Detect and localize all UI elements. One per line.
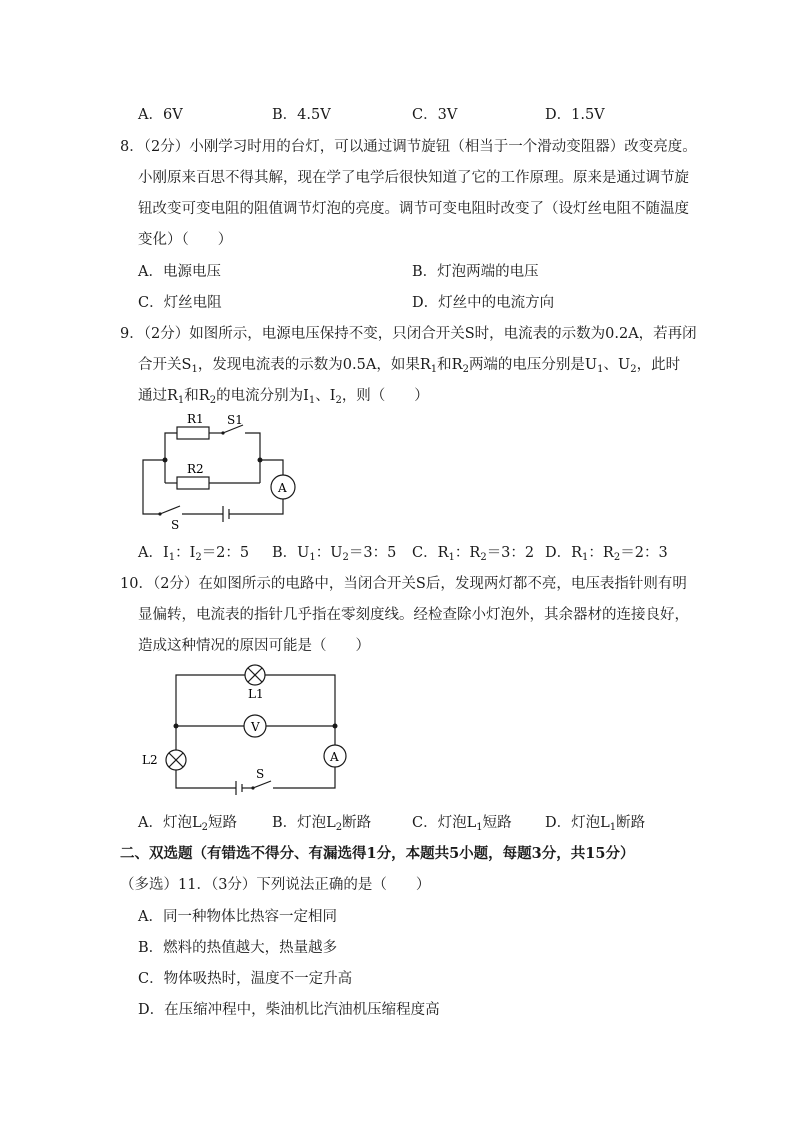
q10-switch-s xyxy=(253,781,271,788)
q9-node-left xyxy=(163,458,168,463)
q10-label-l2: L2 xyxy=(142,753,158,767)
q9-stem-line-2: 合开关$S_1$，发现电流表的示数为0.5A，如果$R_1$和$R_2$两端的电压分别是$U_1$、$U_2$，此时 xyxy=(138,357,681,375)
q11-option-b: B．燃料的热值越大，热量越多 xyxy=(138,940,338,956)
q9-stem-line-1: 9．（2分）如图所示，电源电压保持不变，只闭合开关S时，电流表的示数为0.2A，若再闭 xyxy=(120,326,697,342)
q11-option-d: D．在压缩冲程中，柴油机比汽油机压缩程度高 xyxy=(138,1002,440,1018)
q10-option-c: C．灯泡$L_1$短路 xyxy=(412,815,512,833)
q9-label-s1: S1 xyxy=(227,413,243,427)
q9-resistor-r1 xyxy=(177,427,209,439)
q8-option-b: B．灯泡两端的电压 xyxy=(412,264,539,280)
q9-option-c: C．$R_1$：$R_2=3$：2 xyxy=(412,545,535,563)
q10-label-s: S xyxy=(256,767,265,781)
q11-option-c: C．物体吸热时，温度不一定升高 xyxy=(138,971,353,987)
q10-stem-line-2: 显偏转，电流表的指针几乎指在零刻度线。经检查除小灯泡外，其余器材的连接良好， xyxy=(138,607,689,623)
q10-label-ammeter: A xyxy=(330,750,339,764)
q8-stem-line-2: 小刚原来百思不得其解，现在学了电学后很快知道了它的工作原理。原来是通过调节旋 xyxy=(138,170,689,186)
q9-label-s: S xyxy=(171,518,180,532)
q9-circuit-diagram xyxy=(135,408,305,533)
q8-stem-line-1: 8．（2分）小刚学习时用的台灯，可以通过调节旋钮（相当于一个滑动变阻器）改变亮度。 xyxy=(120,139,697,155)
q8-option-c: C．灯丝电阻 xyxy=(138,295,222,311)
q9-option-a: A．$I_1$：$I_2=2$：5 xyxy=(138,545,250,563)
q8-option-d: D．灯丝中的电流方向 xyxy=(412,295,555,311)
q8-stem-line-4: 变化）（ ） xyxy=(138,232,233,248)
q10-option-a: A．灯泡$L_2$短路 xyxy=(138,815,237,833)
q9-label-ammeter: A xyxy=(278,481,287,495)
q10-label-voltmeter: V xyxy=(251,720,260,734)
q9-switch-s xyxy=(160,506,180,514)
q9-stem-line-3: 通过$R_1$和$R_2$的电流分别为$I_1$、$I_2$，则（ ） xyxy=(138,388,429,406)
q7-option-d: D．1.5V xyxy=(545,107,605,123)
q11-option-a: A．同一种物体比热容一定相同 xyxy=(138,909,337,925)
q7-option-a: A．6V xyxy=(138,107,183,123)
q11-stem: （多选）11．（3分）下列说法正确的是（ ） xyxy=(120,877,431,893)
q9-resistor-r2 xyxy=(177,477,209,489)
q10-option-d: D．灯泡$L_1$断路 xyxy=(545,815,646,833)
q9-label-r1: R1 xyxy=(187,412,204,426)
q9-option-b: B．$U_1$：$U_2=3$：5 xyxy=(272,545,397,563)
q10-node-right xyxy=(333,724,338,729)
q10-circuit-diagram xyxy=(135,660,355,800)
q10-label-l1: L1 xyxy=(248,687,264,701)
q8-option-a: A．电源电压 xyxy=(138,264,221,280)
q9-option-d: D．$R_1$：$R_2=2$：3 xyxy=(545,545,668,563)
q10-stem-line-3: 造成这种情况的原因可能是（ ） xyxy=(138,638,370,654)
section-2-heading: 二、双选题（有错选不得分、有漏选得1分，本题共5小题，每题3分，共15分） xyxy=(120,845,635,862)
q10-node-left xyxy=(174,724,179,729)
q7-option-b: B．4.5V xyxy=(272,107,331,123)
q10-option-b: B．灯泡$L_2$断路 xyxy=(272,815,372,833)
q9-node-right xyxy=(258,458,263,463)
q9-label-r2: R2 xyxy=(187,462,204,476)
q10-stem-line-1: 10．（2分）在如图所示的电路中，当闭合开关S后，发现两灯都不亮，电压表指针则有明 xyxy=(120,576,687,592)
q8-stem-line-3: 钮改变可变电阻的阻值调节灯泡的亮度。调节可变电阻时改变了（设灯丝电阻不随温度 xyxy=(138,201,689,217)
q7-option-c: C．3V xyxy=(412,107,458,123)
